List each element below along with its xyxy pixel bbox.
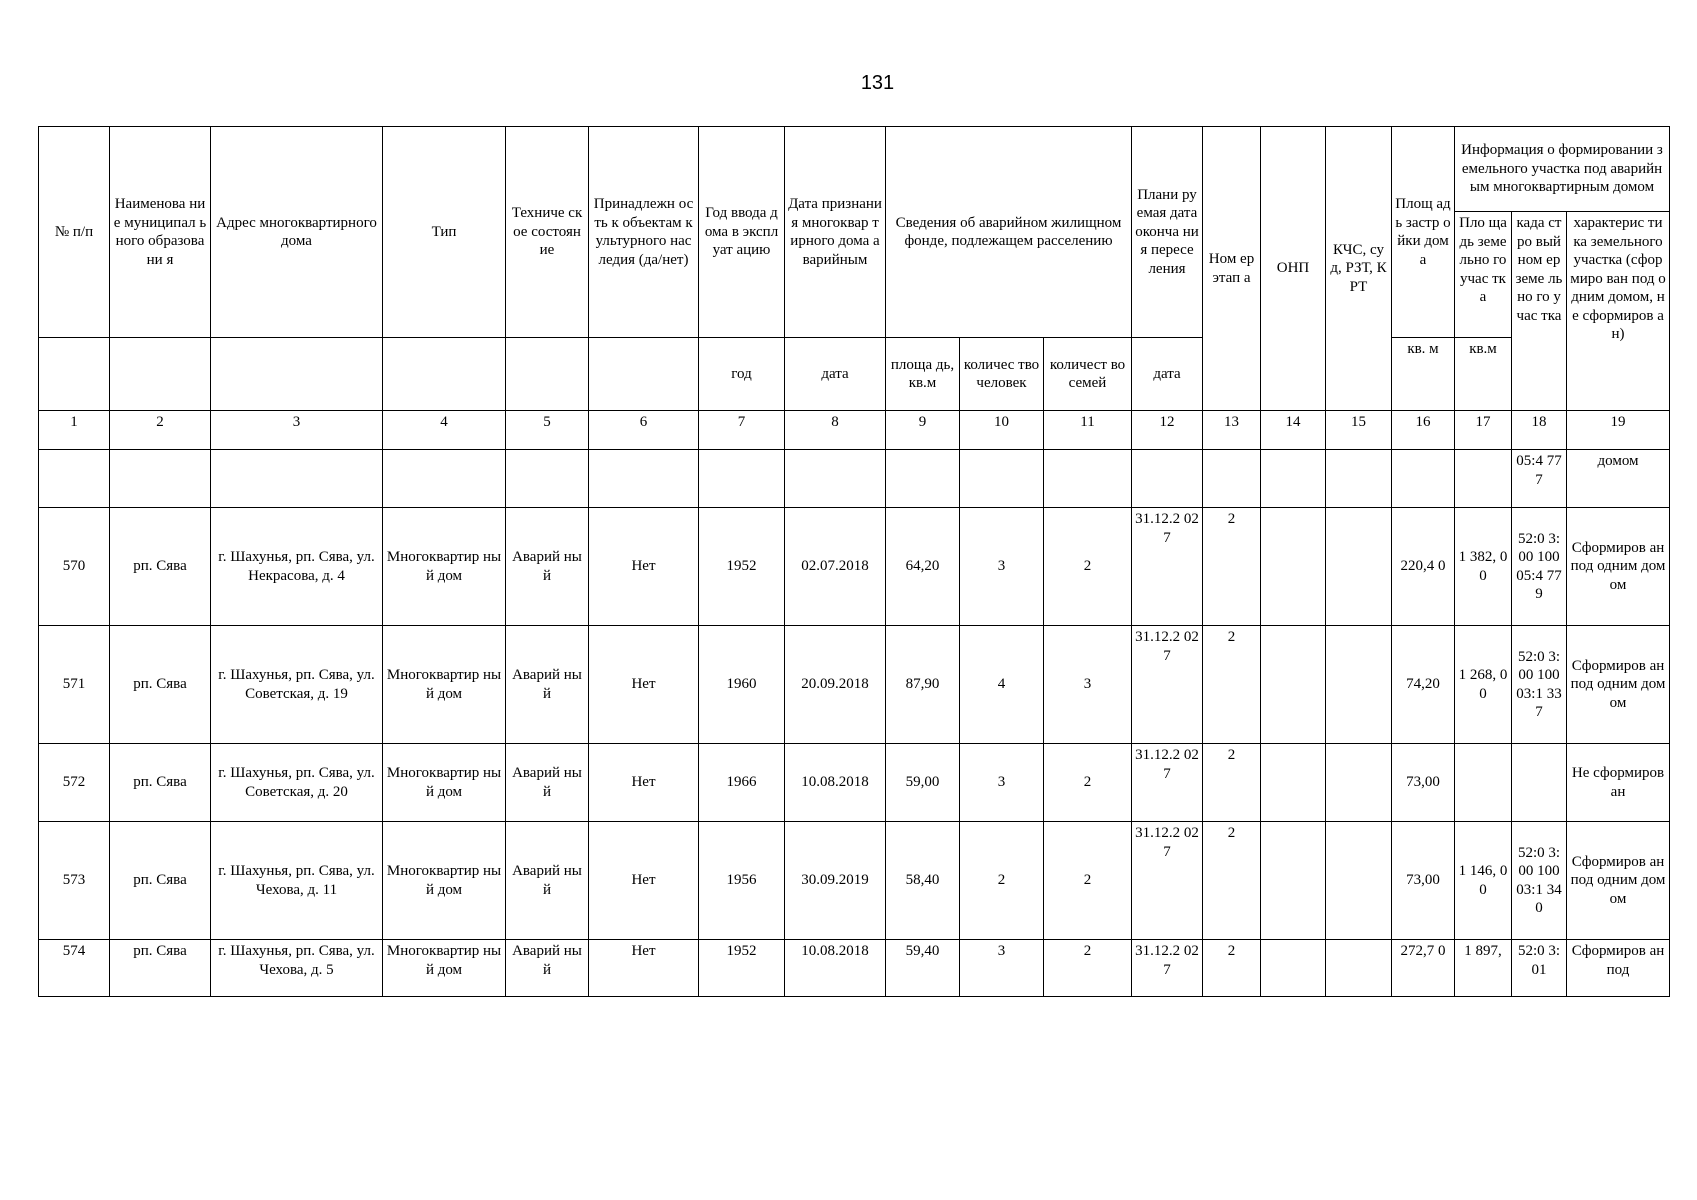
- cell-area: 59,40: [886, 940, 960, 997]
- cell-condition: Аварий ный: [506, 822, 589, 940]
- cell-characteristic: Сформиров ан под одним домом: [1567, 626, 1670, 744]
- column-number: 16: [1392, 411, 1455, 450]
- cell-cadastral: 52:0 3:00 100 05:4 779: [1512, 508, 1567, 626]
- cell-onp: [1261, 508, 1326, 626]
- header-num-cont: [39, 338, 110, 411]
- cell-stage: 2: [1203, 940, 1261, 997]
- header-type-cont: [383, 338, 506, 411]
- cell-area: 87,90: [886, 626, 960, 744]
- cell-characteristic: Сформиров ан под одним домом: [1567, 822, 1670, 940]
- cell-built-area: 73,00: [1392, 744, 1455, 822]
- cell-year: 1956: [699, 822, 785, 940]
- cell-land-area: [1455, 744, 1512, 822]
- cell-num: 573: [39, 822, 110, 940]
- cell-families: 2: [1044, 744, 1132, 822]
- header-stage: Ном ер этап а: [1203, 127, 1261, 411]
- header-characteristic: характерис тика земельного участка (сформиро ван под одним домом, не сформиров ан): [1567, 212, 1670, 411]
- cell-families: 3: [1044, 626, 1132, 744]
- cell-type: Многоквартир ный дом: [383, 626, 506, 744]
- cell-year: 1952: [699, 508, 785, 626]
- header-recognition-date: Дата признания многоквар тирного дома аварийным: [785, 127, 886, 338]
- page-number: 131: [860, 72, 895, 94]
- header-municipality: Наименова ние муниципал ьного образовани я: [110, 127, 211, 338]
- column-number: 14: [1261, 411, 1326, 450]
- cell-area: 64,20: [886, 508, 960, 626]
- cell-land-area: 1 897,: [1455, 940, 1512, 997]
- column-number: 15: [1326, 411, 1392, 450]
- subheader-area: площа дь, кв.м: [886, 338, 960, 411]
- table-row: [39, 744, 1670, 822]
- emergency-housing-table: [38, 126, 1670, 997]
- header-land-area: Пло щадь земе льно го учас тка: [1455, 212, 1512, 338]
- cell-families: 2: [1044, 508, 1132, 626]
- header-heritage: Принадлежн ость к объектам культурного наследия (да/нет): [589, 127, 699, 338]
- cell-planned-date: 31.12.2 027: [1132, 508, 1203, 626]
- cell-type: Многоквартир ный дом: [383, 822, 506, 940]
- header-cadastral: када стро вый ном ер земе льно го учас тка: [1512, 212, 1567, 411]
- column-number: 17: [1455, 411, 1512, 450]
- cell-area: 59,00: [886, 744, 960, 822]
- cell-condition: Аварий ный: [506, 744, 589, 822]
- cell-stage: 2: [1203, 508, 1261, 626]
- cell-date: 20.09.2018: [785, 626, 886, 744]
- continuation-row: [39, 450, 1670, 508]
- cell-people: 4: [960, 626, 1044, 744]
- header-emergency-stock-group: Сведения об аварийном жилищном фонде, подлежащем расселению: [886, 127, 1132, 338]
- cell-land-area: 1 268, 00: [1455, 626, 1512, 744]
- column-number: 18: [1512, 411, 1567, 450]
- cell-built-area: 220,4 0: [1392, 508, 1455, 626]
- cell-cadastral: [1512, 744, 1567, 822]
- cell-characteristic: Не сформиров ан: [1567, 744, 1670, 822]
- cell-num: 574: [39, 940, 110, 997]
- cell-onp: [1261, 744, 1326, 822]
- cell-cadastral: 05:4 777: [1512, 450, 1567, 508]
- cell-heritage: Нет: [589, 508, 699, 626]
- cell-onp: [1261, 940, 1326, 997]
- header-condition: Техниче ское состоян ие: [506, 127, 589, 338]
- cell-date: 30.09.2019: [785, 822, 886, 940]
- subheader-date: дата: [785, 338, 886, 411]
- cell-stage: 2: [1203, 744, 1261, 822]
- cell-date: 02.07.2018: [785, 508, 886, 626]
- cell-num: 570: [39, 508, 110, 626]
- column-number: 7: [699, 411, 785, 450]
- cell-municipality: рп. Сява: [110, 508, 211, 626]
- column-number: 19: [1567, 411, 1670, 450]
- cell-num: 572: [39, 744, 110, 822]
- cell-year: 1960: [699, 626, 785, 744]
- header-num: № п/п: [39, 127, 110, 338]
- header-onp: ОНП: [1261, 127, 1326, 411]
- cell-cadastral: 52:0 3:01: [1512, 940, 1567, 997]
- header-type: Тип: [383, 127, 506, 338]
- subheader-built-area: кв. м: [1392, 338, 1455, 411]
- cell-planned-date: 31.12.2 027: [1132, 940, 1203, 997]
- table-row: [39, 626, 1670, 744]
- column-number: 9: [886, 411, 960, 450]
- cell-address: г. Шахунья, рп. Сява, ул. Некрасова, д. 4: [211, 508, 383, 626]
- column-number: 13: [1203, 411, 1261, 450]
- subheader-people: количес тво человек: [960, 338, 1044, 411]
- cell-kchs: [1326, 508, 1392, 626]
- cell-address: г. Шахунья, рп. Сява, ул. Чехова, д. 5: [211, 940, 383, 997]
- cell-families: 2: [1044, 822, 1132, 940]
- column-number: 11: [1044, 411, 1132, 450]
- cell-land-area: 1 382, 00: [1455, 508, 1512, 626]
- cell-address: г. Шахунья, рп. Сява, ул. Советская, д. 19: [211, 626, 383, 744]
- cell-municipality: рп. Сява: [110, 940, 211, 997]
- cell-heritage: Нет: [589, 822, 699, 940]
- column-number: 8: [785, 411, 886, 450]
- cell-land-area: 1 146, 00: [1455, 822, 1512, 940]
- cell-condition: Аварий ный: [506, 626, 589, 744]
- header-built-area: Площ адь застр ойки дома: [1392, 127, 1455, 338]
- cell-municipality: рп. Сява: [110, 822, 211, 940]
- cell-cadastral: 52:0 3:00 100 03:1 340: [1512, 822, 1567, 940]
- cell-cadastral: 52:0 3:00 100 03:1 337: [1512, 626, 1567, 744]
- cell-people: 3: [960, 940, 1044, 997]
- cell-people: 2: [960, 822, 1044, 940]
- column-number: 2: [110, 411, 211, 450]
- header-kchs: КЧС, суд, РЗТ, КРТ: [1326, 127, 1392, 411]
- header-land-plot-group: Информация о формировании земельного участка под аварийным многоквартирным домом: [1455, 127, 1670, 212]
- cell-condition: Аварий ный: [506, 940, 589, 997]
- cell-planned-date: 31.12.2 027: [1132, 626, 1203, 744]
- column-number-row: [39, 411, 1670, 450]
- column-number: 1: [39, 411, 110, 450]
- cell-heritage: Нет: [589, 744, 699, 822]
- cell-kchs: [1326, 822, 1392, 940]
- column-number: 4: [383, 411, 506, 450]
- cell-kchs: [1326, 744, 1392, 822]
- cell-year: 1966: [699, 744, 785, 822]
- cell-num: 571: [39, 626, 110, 744]
- cell-planned-date: 31.12.2 027: [1132, 744, 1203, 822]
- header-planned-date: Плани руемая дата оконча ния пересе ления: [1132, 127, 1203, 338]
- cell-kchs: [1326, 626, 1392, 744]
- subheader-year: год: [699, 338, 785, 411]
- column-number: 6: [589, 411, 699, 450]
- cell-condition: Аварий ный: [506, 508, 589, 626]
- column-number: 12: [1132, 411, 1203, 450]
- header-heritage-cont: [589, 338, 699, 411]
- cell-area: 58,40: [886, 822, 960, 940]
- table-row: [39, 940, 1670, 997]
- cell-built-area: 74,20: [1392, 626, 1455, 744]
- column-number: 5: [506, 411, 589, 450]
- header-municipality-cont: [110, 338, 211, 411]
- header-condition-cont: [506, 338, 589, 411]
- subheader-families: количест во семей: [1044, 338, 1132, 411]
- table-row: [39, 508, 1670, 626]
- cell-type: Многоквартир ный дом: [383, 940, 506, 997]
- cell-families: 2: [1044, 940, 1132, 997]
- cell-stage: 2: [1203, 822, 1261, 940]
- cell-people: 3: [960, 744, 1044, 822]
- cell-municipality: рп. Сява: [110, 626, 211, 744]
- header-address: Адрес многоквартирного дома: [211, 127, 383, 338]
- column-number: 3: [211, 411, 383, 450]
- cell-onp: [1261, 626, 1326, 744]
- cell-address: г. Шахунья, рп. Сява, ул. Советская, д. 20: [211, 744, 383, 822]
- subheader-planned-date: дата: [1132, 338, 1203, 411]
- cell-built-area: 73,00: [1392, 822, 1455, 940]
- table-row: [39, 822, 1670, 940]
- cell-year: 1952: [699, 940, 785, 997]
- cell-date: 10.08.2018: [785, 940, 886, 997]
- cell-kchs: [1326, 940, 1392, 997]
- cell-people: 3: [960, 508, 1044, 626]
- cell-type: Многоквартир ный дом: [383, 508, 506, 626]
- cell-characteristic: домом: [1567, 450, 1670, 508]
- cell-characteristic: Сформиров ан под: [1567, 940, 1670, 997]
- cell-address: г. Шахунья, рп. Сява, ул. Чехова, д. 11: [211, 822, 383, 940]
- cell-characteristic: Сформиров ан под одним домом: [1567, 508, 1670, 626]
- cell-stage: 2: [1203, 626, 1261, 744]
- column-number: 10: [960, 411, 1044, 450]
- cell-heritage: Нет: [589, 940, 699, 997]
- cell-type: Многоквартир ный дом: [383, 744, 506, 822]
- header-year: Год ввода дома в эксплуат ацию: [699, 127, 785, 338]
- cell-municipality: рп. Сява: [110, 744, 211, 822]
- cell-heritage: Нет: [589, 626, 699, 744]
- subheader-land-area: кв.м: [1455, 338, 1512, 411]
- cell-onp: [1261, 822, 1326, 940]
- cell-planned-date: 31.12.2 027: [1132, 822, 1203, 940]
- header-address-cont: [211, 338, 383, 411]
- cell-date: 10.08.2018: [785, 744, 886, 822]
- cell-built-area: 272,7 0: [1392, 940, 1455, 997]
